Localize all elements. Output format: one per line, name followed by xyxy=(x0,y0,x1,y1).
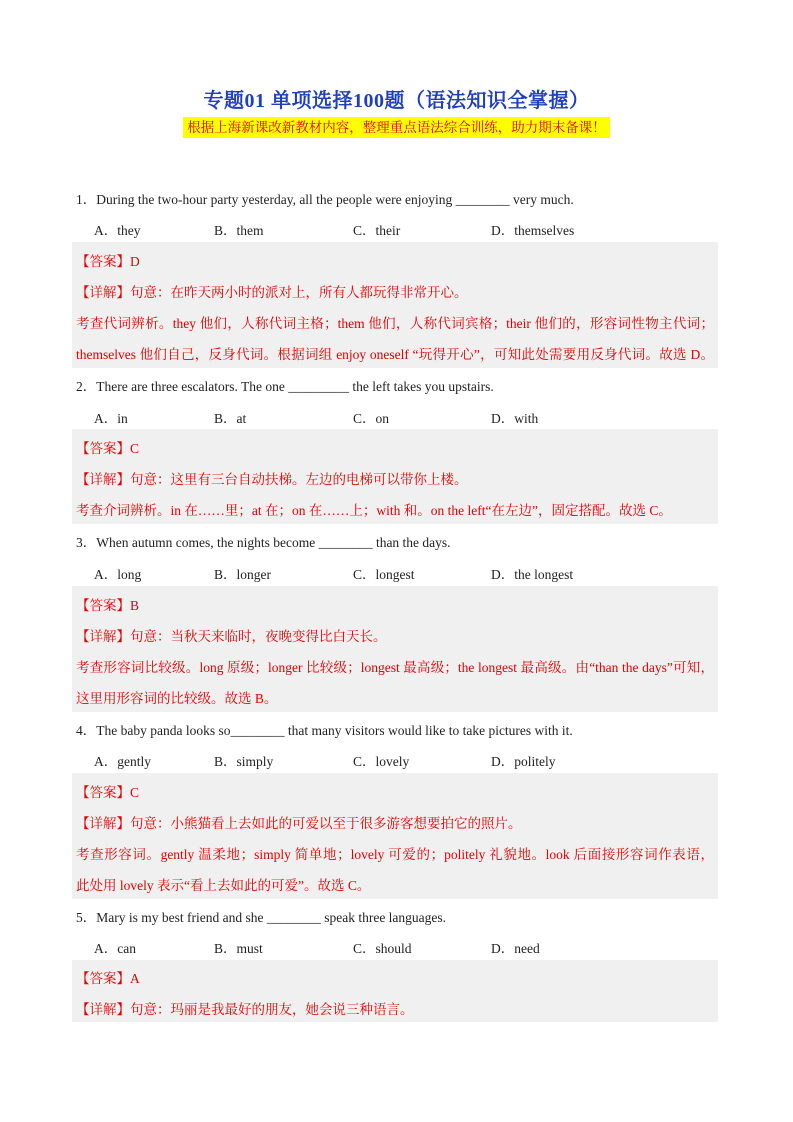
subtitle-banner xyxy=(0,117,793,138)
page-subtitle: 根据上海新课改新教材内容，整理重点语法综合训练，助力期末备课！ xyxy=(183,117,610,138)
question-1-option-a: A．they xyxy=(94,223,141,238)
question-1-stem: 1．During the two-hour party yesterday, all the people were enjoying ________ very much. xyxy=(76,192,574,207)
question-2-option-d: D．with xyxy=(491,411,539,426)
question-1-option-c: C．their xyxy=(353,223,401,238)
question-4-explain-2: 考查形容词。gently 温柔地；simply 简单地；lovely 可爱的；politely 礼貌地。look 后面接形容词作表语， xyxy=(76,847,714,862)
question-1-option-b: B．them xyxy=(214,223,264,238)
question-2-option-a: A．in xyxy=(94,411,128,426)
question-5-stem: 5．Mary is my best friend and she ________ speak three languages. xyxy=(76,910,447,925)
question-1-explain-2: 考查代词辨析。they 他们，人称代词主格；them 他们，人称代词宾格；their 他们的，形容词性物主代词； xyxy=(76,316,714,331)
question-5-option-d: D．need xyxy=(491,941,540,956)
question-4-option-b: B．simply xyxy=(214,754,274,769)
question-2-option-c: C．on xyxy=(353,411,390,426)
question-2-explain-2: 考查介词辨析。in 在……里；at 在；on 在……上；with 和。on the left“在左边”，固定搭配。故选 C。 xyxy=(76,503,672,518)
question-3-explain-2: 考查形容词比较级。long 原级；longer 比较级；longest 最高级；the longest 最高级。由“than the days”可知， xyxy=(76,660,714,675)
question-3-answer: 【答案】B xyxy=(76,598,140,613)
question-4-explain-1: 【详解】句意：小熊猫看上去如此的可爱以至于很多游客想要拍它的照片。 xyxy=(76,816,522,831)
page-title: 专题01 单项选择100题（语法知识全掌握） xyxy=(203,90,590,112)
question-4-explain-3: 此处用 lovely 表示“看上去如此的可爱”。故选 C。 xyxy=(76,878,371,893)
question-4-option-a: A．gently xyxy=(94,754,151,769)
question-3-answer-box xyxy=(72,586,718,712)
question-1-answer: 【答案】D xyxy=(76,254,140,269)
question-2-explain-1: 【详解】句意：这里有三台自动扶梯。左边的电梯可以带你上楼。 xyxy=(76,472,468,487)
question-3-explain-3: 这里用形容词的比较级。故选 B。 xyxy=(76,691,278,706)
question-5-option-b: B．must xyxy=(214,941,263,956)
question-1-explain-3: themselves 他们自己，反身代词。根据词组 enjoy oneself “玩得开心”，可知此处需要用反身代词。故选 D。 xyxy=(76,347,714,362)
question-2-answer: 【答案】C xyxy=(76,441,140,456)
question-5-option-a: A．can xyxy=(94,941,136,956)
question-1-explain-1: 【详解】句意：在昨天两小时的派对上，所有人都玩得非常开心。 xyxy=(76,285,468,300)
question-5-option-c: C．should xyxy=(353,941,412,956)
question-4-option-d: D．politely xyxy=(491,754,556,769)
question-5-answer-box xyxy=(72,960,718,1022)
question-4-answer-box xyxy=(72,773,718,899)
question-4-stem: 4．The baby panda looks so________ that many visitors would like to take pictures with it. xyxy=(76,723,573,738)
question-3-stem: 3．When autumn comes, the nights become ________ than the days. xyxy=(76,535,451,550)
question-1-option-d: D．themselves xyxy=(491,223,575,238)
question-3-explain-1: 【详解】句意：当秋天来临时，夜晚变得比白天长。 xyxy=(76,629,387,644)
question-1-answer-box xyxy=(72,242,718,368)
question-3-option-c: C．longest xyxy=(353,567,415,582)
question-2-answer-box xyxy=(72,429,718,524)
question-3-option-d: D．the longest xyxy=(491,567,574,582)
question-4-answer: 【答案】C xyxy=(76,785,140,800)
question-3-option-b: B．longer xyxy=(214,567,271,582)
question-2-option-b: B．at xyxy=(214,411,247,426)
question-2-stem: 2．There are three escalators. The one _________ the left takes you upstairs. xyxy=(76,379,494,394)
question-4-option-c: C．lovely xyxy=(353,754,410,769)
question-3-option-a: A．long xyxy=(94,567,142,582)
question-5-explain-1: 【详解】句意：玛丽是我最好的朋友，她会说三种语言。 xyxy=(76,1002,414,1017)
question-5-answer: 【答案】A xyxy=(76,971,140,986)
